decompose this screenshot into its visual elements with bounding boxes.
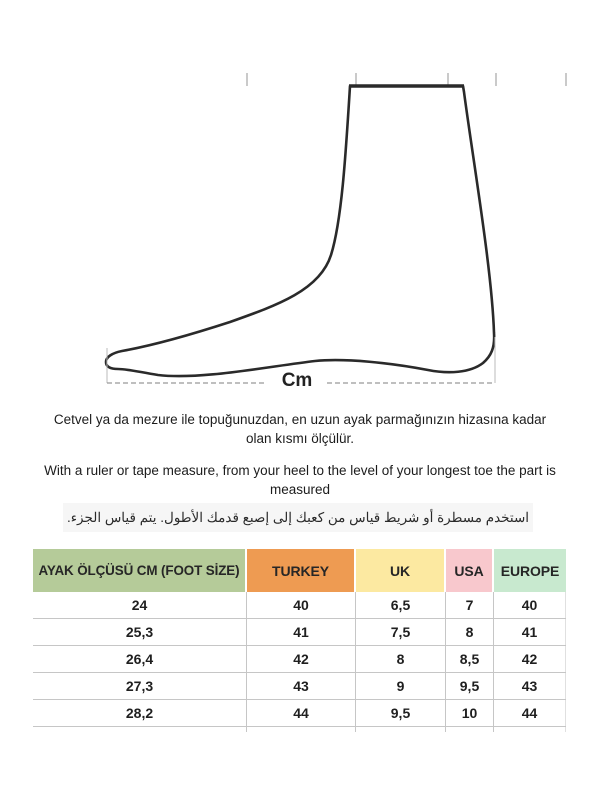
table-cell: 9 [356,673,446,699]
gridline-ticks [247,73,566,86]
table-row [33,673,566,700]
table-cell: 10 [446,700,494,726]
table-cell: 8 [356,646,446,672]
table-cell: 8,5 [446,646,494,672]
table-cell: 41 [247,619,356,645]
table-cell-cutoff [247,727,356,732]
table-row [33,592,566,619]
table-cell-cutoff [33,727,247,732]
table-row-cutoff [33,727,566,732]
table-row [33,619,566,646]
table-cell: 28,2 [33,700,247,726]
table-cell: 26,4 [33,646,247,672]
table-cell: 7 [446,592,494,618]
table-cell-cutoff [446,727,494,732]
table-cell: 7,5 [356,619,446,645]
column-header: UK [356,549,446,592]
table-cell: 42 [247,646,356,672]
table-cell-cutoff [356,727,446,732]
instruction-english: With a ruler or tape measure, from your heel to the level of your longest toe the part is measured [44,463,556,497]
size-table-body [33,592,566,732]
table-cell: 43 [494,673,566,699]
table-cell: 41 [494,619,566,645]
table-cell: 44 [494,700,566,726]
size-conversion-table [33,549,566,732]
table-cell: 44 [247,700,356,726]
table-cell: 9,5 [446,673,494,699]
table-cell: 9,5 [356,700,446,726]
table-cell-cutoff [494,727,566,732]
table-row [33,700,566,727]
table-row [33,646,566,673]
table-cell: 25,3 [33,619,247,645]
table-cell: 40 [494,592,566,618]
size-table-header [33,549,566,592]
table-cell: 6,5 [356,592,446,618]
table-cell: 27,3 [33,673,247,699]
table-cell: 40 [247,592,356,618]
table-cell: 8 [446,619,494,645]
instruction-arabic: استخدم مسطرة أو شريط قياس من كعبك إلى إصبع قدمك الأطول. يتم قياس الجزء. [63,503,533,532]
column-header: TURKEY [247,549,356,592]
cm-label: Cm [267,369,327,393]
table-cell: 24 [33,592,247,618]
column-header: USA [446,549,494,592]
column-header: EUROPE [494,549,566,592]
table-cell: 42 [494,646,566,672]
table-cell: 43 [247,673,356,699]
instruction-turkish: Cetvel ya da mezure ile topuğunuzdan, en uzun ayak parmağınızın hizasına kadar olan kısmı ölçülür. [53,412,547,446]
foot-outline [106,86,494,376]
column-header: AYAK ÖLÇÜSÜ CM (FOOT SİZE) [33,549,247,592]
